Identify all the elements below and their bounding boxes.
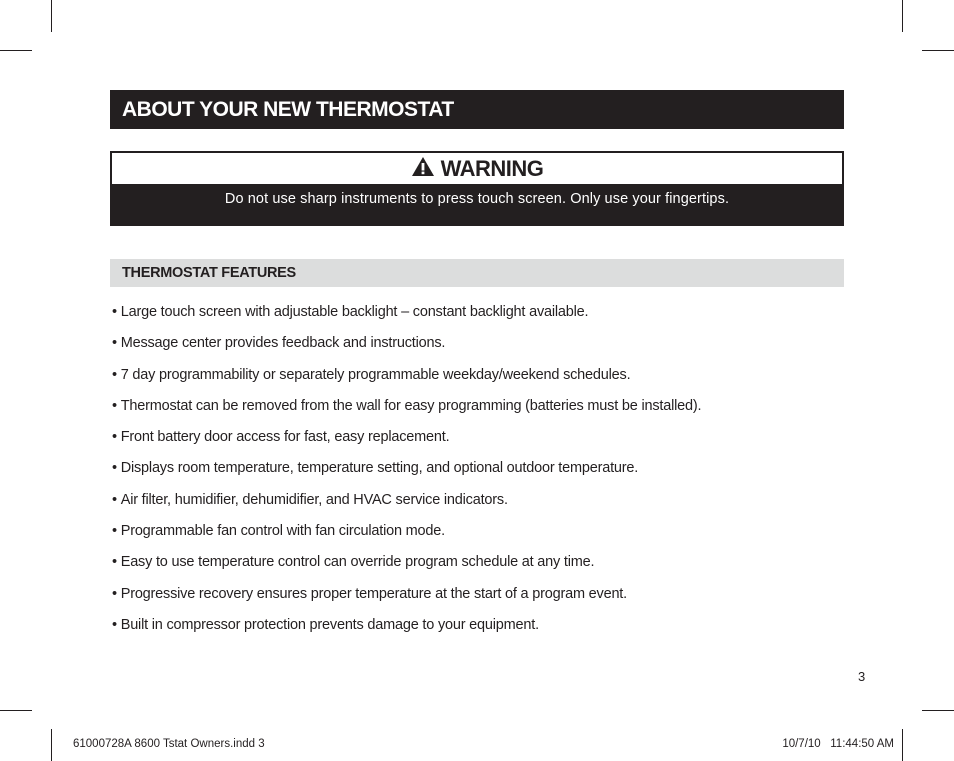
crop-mark-top-left-horizontal: [0, 50, 32, 51]
slug-timestamp: 10/7/10 11:44:50 AM: [782, 738, 894, 750]
list-item: • Progressive recovery ensures proper temperature at the start of a program event.: [112, 584, 701, 615]
list-item: • Easy to use temperature control can override program schedule at any time.: [112, 552, 701, 583]
list-item: • Programmable fan control with fan circulation mode.: [112, 521, 701, 552]
page-number: 3: [858, 669, 866, 684]
list-item: • Front battery door access for fast, easy replacement.: [112, 427, 701, 458]
crop-mark-bottom-left-horizontal: [0, 710, 32, 711]
list-item: • Air filter, humidifier, dehumidifier, and HVAC service indicators.: [112, 490, 701, 521]
warning-title-bar: [112, 153, 842, 184]
list-item: • Thermostat can be removed from the wall for easy programming (batteries must be installed).: [112, 396, 701, 427]
crop-mark-bottom-left-vertical: [51, 729, 52, 761]
crop-mark-bottom-right-vertical: [902, 729, 903, 761]
warning-box: [110, 151, 844, 226]
slug-filename: 61000728A 8600 Tstat Owners.indd 3: [73, 738, 265, 750]
list-item: • Large touch screen with adjustable backlight – constant backlight available.: [112, 302, 701, 333]
list-item: • Built in compressor protection prevents damage to your equipment.: [112, 615, 701, 646]
warning-triangle-icon: [411, 156, 435, 182]
section-header: ABOUT YOUR NEW THERMOSTAT: [110, 90, 844, 129]
features-heading: THERMOSTAT FEATURES: [110, 259, 844, 287]
list-item: • 7 day programmability or separately programmable weekday/weekend schedules.: [112, 365, 701, 396]
crop-mark-bottom-right-horizontal: [922, 710, 954, 711]
warning-title: WARNING: [440, 155, 544, 181]
list-item: • Displays room temperature, temperature setting, and optional outdoor temperature.: [112, 458, 701, 489]
crop-mark-top-right-vertical: [902, 0, 903, 32]
crop-mark-top-left-vertical: [51, 0, 52, 32]
features-list: [112, 302, 701, 646]
crop-mark-top-right-horizontal: [922, 50, 954, 51]
list-item: • Message center provides feedback and instructions.: [112, 333, 701, 364]
warning-text: Do not use sharp instruments to press touch screen. Only use your fingertips.: [224, 191, 730, 207]
